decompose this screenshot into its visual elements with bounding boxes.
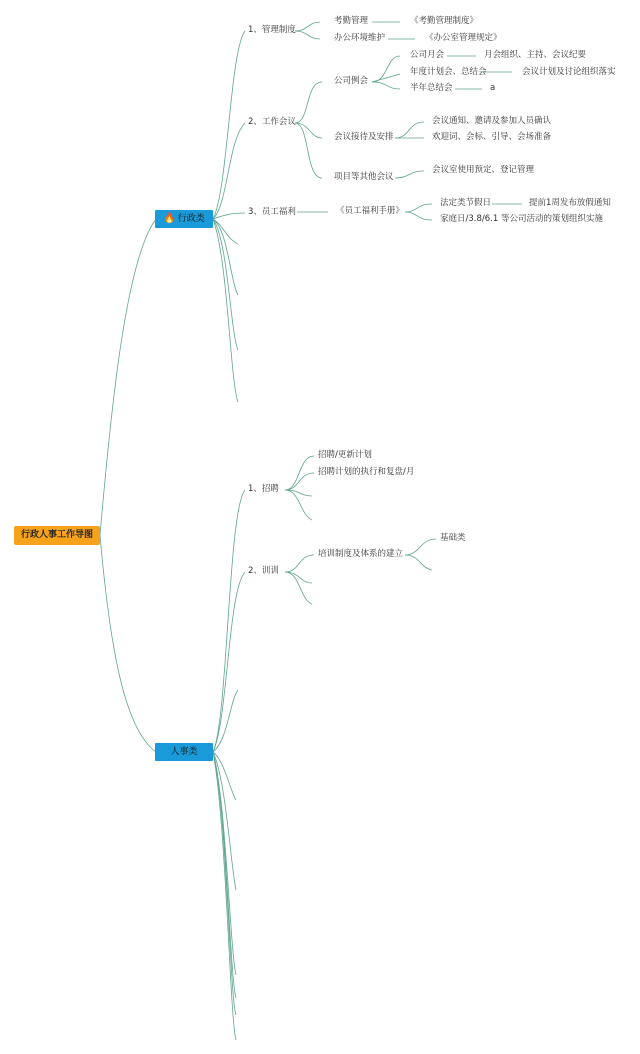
- node-attendance[interactable]: 考勤管理: [334, 16, 369, 26]
- node-halfyear-detail[interactable]: a: [490, 83, 496, 93]
- node-annual-detail[interactable]: 会议计划及讨论组织落实: [522, 67, 616, 77]
- node-training-system[interactable]: 培训制度及体系的建立: [318, 549, 404, 559]
- node-holiday-notice[interactable]: 提前1周发布放假通知: [529, 198, 611, 208]
- node-reception-prep[interactable]: 欢迎词、会标、引导、会场准备: [432, 132, 552, 142]
- root-node[interactable]: 行政人事工作导图: [14, 526, 100, 545]
- node-company-meeting[interactable]: 公司例会: [334, 76, 369, 86]
- branch-admin-label: 行政类: [177, 214, 205, 224]
- node-family-day[interactable]: 家庭日/3.8/6.1 等公司活动的策划组织实施: [440, 214, 603, 224]
- node-recruit-plan[interactable]: 招聘/更新计划: [318, 450, 372, 460]
- node-halfyear[interactable]: 半年总结会: [410, 83, 453, 93]
- node-holidays[interactable]: 法定类节假日: [440, 198, 492, 208]
- branch-admin[interactable]: [155, 210, 213, 228]
- connector-root-admin: [100, 219, 156, 535]
- node-reception[interactable]: 会议接待及安排: [334, 132, 394, 142]
- node-training[interactable]: 2、训训: [248, 566, 279, 576]
- node-handbook[interactable]: 《员工福利手册》: [336, 206, 405, 216]
- branch-hr-label: 人事类: [170, 747, 198, 757]
- node-training-basic[interactable]: 基础类: [440, 533, 466, 543]
- node-annual[interactable]: 年度计划会、总结会: [410, 67, 487, 77]
- node-office-env[interactable]: 办公环境维护: [334, 33, 386, 43]
- node-office-doc[interactable]: 《办公室管理规定》: [425, 33, 502, 43]
- node-room-booking[interactable]: 会议室使用预定、登记管理: [432, 165, 535, 175]
- node-recruit[interactable]: 1、招聘: [248, 484, 279, 494]
- node-mgmt[interactable]: 1、管理制度: [248, 25, 296, 35]
- connector-root-hr: [100, 535, 156, 752]
- node-attendance-doc[interactable]: 《考勤管理制度》: [410, 16, 479, 26]
- node-recruit-review[interactable]: 招聘计划的执行和复盘/月: [318, 467, 415, 477]
- node-monthly-detail[interactable]: 月会组织、主持、会议纪要: [484, 50, 587, 60]
- flame-icon: 🔥: [163, 213, 176, 224]
- node-monthly[interactable]: 公司月会: [410, 50, 445, 60]
- node-meeting[interactable]: 2、工作会议: [248, 117, 296, 127]
- node-project-meeting[interactable]: 项目等其他会议: [334, 172, 394, 182]
- node-welfare[interactable]: 3、员工福利: [248, 207, 296, 217]
- node-reception-notice[interactable]: 会议通知、邀请及参加人员确认: [432, 116, 552, 126]
- branch-hr[interactable]: [155, 743, 213, 761]
